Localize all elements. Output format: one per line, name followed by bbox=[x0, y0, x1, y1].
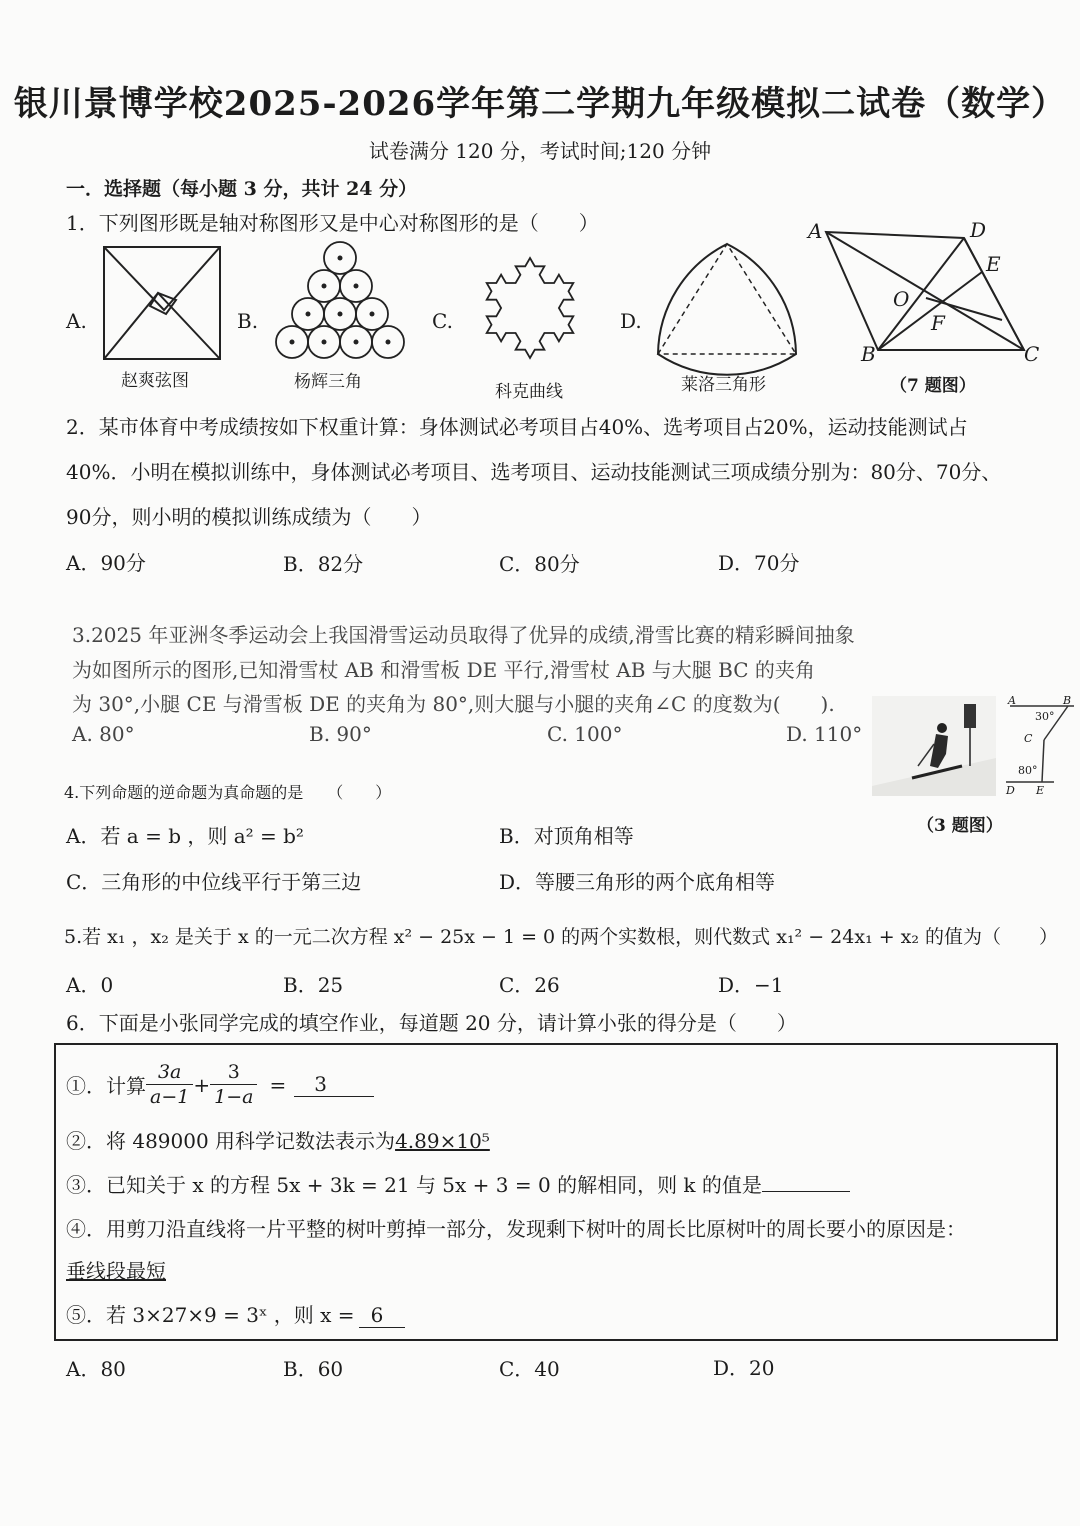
q3-option-b: B. 90° bbox=[309, 722, 372, 746]
q2-line1: 2．某市体育中考成绩按如下权重计算：身体测试必考项目占40%、选考项目占20%，运动技能测试占 bbox=[66, 415, 968, 439]
reuleaux-triangle-figure bbox=[652, 238, 802, 362]
fig7-label-o: O bbox=[893, 287, 910, 311]
q6-item2-text: ②．将 489000 用科学记数法表示为 bbox=[66, 1129, 396, 1153]
q6-stem: 6．下面是小张同学完成的填空作业，每道题 20 分，请计算小张的得分是（ ） bbox=[66, 1011, 797, 1035]
q3-line2: 为如图所示的图形,已知滑雪杖 AB 和滑雪板 DE 平行,滑雪杖 AB 与大腿 BC 的夹角 bbox=[72, 658, 815, 682]
section-heading: 一．选择题（每小题 3 分，共计 24 分） bbox=[66, 178, 418, 200]
q1-option-d-letter: D. bbox=[620, 309, 642, 333]
q4-stem: 4.下列命题的逆命题为真命题的是 （ ） bbox=[64, 783, 392, 802]
q2-line2: 40%．小明在模拟训练中，身体测试必考项目、选考项目、运动技能测试三项成绩分别为：80分、70分、 bbox=[66, 460, 1002, 484]
fig3-caption: （3 题图） bbox=[917, 816, 1003, 836]
yanghui-dot bbox=[322, 284, 327, 289]
q4-option-d: D．等腰三角形的两个底角相等 bbox=[499, 870, 776, 894]
q5-option-c: C．26 bbox=[499, 973, 560, 997]
figure-7-parallelogram bbox=[806, 218, 1046, 368]
q6-item1-fraction2 bbox=[210, 1060, 257, 1109]
q3-line3: 为 30°,小腿 CE 与滑雪板 DE 的夹角为 80°,则大腿与小腿的夹角∠C 的度数为( ). bbox=[72, 692, 835, 716]
yanghui-dot bbox=[354, 284, 359, 289]
q1-option-b-letter: B. bbox=[237, 309, 259, 333]
q1-option-c-caption: 科克曲线 bbox=[495, 382, 563, 402]
fig3-label-b: B bbox=[1063, 694, 1072, 707]
fig7-label-f: F bbox=[931, 311, 945, 335]
q4-option-b: B．对顶角相等 bbox=[499, 824, 634, 848]
q6-option-d: D．20 bbox=[713, 1356, 775, 1380]
q5-option-a: A．0 bbox=[66, 973, 114, 997]
yanghui-dot bbox=[370, 312, 375, 317]
fig3-label-30deg: 30° bbox=[1035, 710, 1055, 723]
q1-option-d-caption: 莱洛三角形 bbox=[681, 375, 766, 395]
q6-item5-text: ⑤．若 3×27×9 = 3ˣ ，则 x = bbox=[66, 1303, 355, 1327]
q6-item1-answer: 3 bbox=[294, 1072, 374, 1097]
q2-option-c: C．80分 bbox=[499, 552, 580, 576]
yang-hui-triangle-figure bbox=[268, 240, 412, 366]
q6-item1-plus: + bbox=[193, 1072, 211, 1097]
yanghui-dot bbox=[386, 340, 391, 345]
fig7-label-b: B bbox=[861, 342, 876, 366]
q5-option-b: B．25 bbox=[283, 973, 344, 997]
q3-line1: 3.2025 年亚洲冬季运动会上我国滑雪运动员取得了优异的成绩,滑雪比赛的精彩瞬间抽象 bbox=[72, 623, 855, 647]
yanghui-dot bbox=[338, 312, 343, 317]
exam-subtitle: 试卷满分 120 分，考试时间;120 分钟 bbox=[368, 139, 712, 163]
q5-option-d: D．−1 bbox=[718, 973, 784, 997]
fig7-label-d: D bbox=[970, 218, 987, 242]
q5-stem: 5.若 x₁ ，x₂ 是关于 x 的一元二次方程 x² − 25x − 1 = 0 的两个实数根，则代数式 x₁² − 24x₁ + x₂ 的值为（ ） bbox=[64, 926, 1059, 948]
q6-item3-blank bbox=[762, 1171, 850, 1192]
q1-option-b-caption: 杨辉三角 bbox=[294, 372, 362, 392]
q6-item1 bbox=[66, 1060, 374, 1109]
q4-option-a: A．若 a = b ，则 a² = b² bbox=[66, 824, 304, 848]
fig3-label-80deg: 80° bbox=[1018, 764, 1038, 777]
q2-option-b: B．82分 bbox=[283, 552, 364, 576]
yanghui-dot bbox=[306, 312, 311, 317]
q6-item1-frac1-denominator: a−1 bbox=[150, 1086, 190, 1108]
q2-option-d: D．70分 bbox=[718, 551, 800, 575]
q6-option-c: C．40 bbox=[499, 1357, 560, 1381]
q6-option-b: B．60 bbox=[283, 1357, 344, 1381]
fig3-label-c: C bbox=[1024, 732, 1033, 745]
yanghui-dot bbox=[338, 256, 343, 261]
q6-item5-answer: 6 bbox=[359, 1303, 405, 1328]
q6-item3-text: ③．已知关于 x 的方程 5x + 3k = 21 与 5x + 3 = 0 的解相同，则 k 的值是 bbox=[66, 1173, 762, 1197]
q2-option-a: A．90分 bbox=[66, 551, 146, 575]
fig3-label-a: A bbox=[1008, 694, 1016, 707]
q6-item5 bbox=[66, 1299, 405, 1328]
koch-curve-figure bbox=[466, 240, 594, 374]
exam-title: 银川景博学校2025-2026学年第二学期九年级模拟二试卷（数学） bbox=[13, 84, 1067, 124]
q3-option-d: D. 110° bbox=[786, 722, 863, 746]
q6-item1-equals: = bbox=[269, 1072, 287, 1097]
q6-item4-answer: 垂线段最短 bbox=[66, 1259, 166, 1283]
q1-option-c-letter: C. bbox=[432, 309, 453, 333]
q3-option-a: A. 80° bbox=[72, 722, 135, 746]
fig3-label-e: E bbox=[1036, 784, 1045, 797]
q4-option-c: C．三角形的中位线平行于第三边 bbox=[66, 870, 362, 894]
fig7-label-e: E bbox=[986, 252, 1001, 276]
yanghui-dot bbox=[322, 340, 327, 345]
q6-item1-fraction1 bbox=[146, 1060, 193, 1109]
q6-item4-text: ④．用剪刀沿直线将一片平整的树叶剪掉一部分，发现剩下树叶的周长比原树叶的周长要小的原因是： bbox=[66, 1217, 966, 1241]
q1-option-a-letter: A. bbox=[66, 309, 87, 333]
skier-photo bbox=[872, 696, 996, 796]
q6-item1-frac1-numerator: 3a bbox=[146, 1060, 193, 1085]
q6-item1-frac2-denominator: 1−a bbox=[214, 1086, 254, 1108]
q3-option-c: C. 100° bbox=[547, 722, 623, 746]
fig7-caption: （7 题图） bbox=[890, 376, 976, 396]
zhao-shuang-figure bbox=[100, 244, 224, 362]
yanghui-dot bbox=[290, 340, 295, 345]
fig7-label-c: C bbox=[1024, 342, 1040, 366]
fig7-label-a: A bbox=[808, 219, 823, 243]
q6-item3 bbox=[66, 1169, 850, 1198]
yanghui-dot bbox=[354, 340, 359, 345]
koch-snowflake-outline bbox=[487, 258, 574, 358]
q6-item1-frac2-numerator: 3 bbox=[210, 1060, 257, 1085]
q6-item2 bbox=[66, 1125, 490, 1154]
q6-item1-prefix: ①．计算 bbox=[66, 1074, 146, 1098]
q1-option-a-caption: 赵爽弦图 bbox=[121, 371, 189, 391]
q6-item2-answer: 4.89×10⁵ bbox=[395, 1129, 490, 1153]
fig3-label-d: D bbox=[1006, 784, 1015, 797]
q6-option-a: A．80 bbox=[66, 1357, 126, 1381]
q1-stem: 1．下列图形既是轴对称图形又是中心对称图形的是（ ） bbox=[66, 211, 599, 235]
q2-line3: 90分，则小明的模拟训练成绩为（ ） bbox=[66, 505, 432, 529]
